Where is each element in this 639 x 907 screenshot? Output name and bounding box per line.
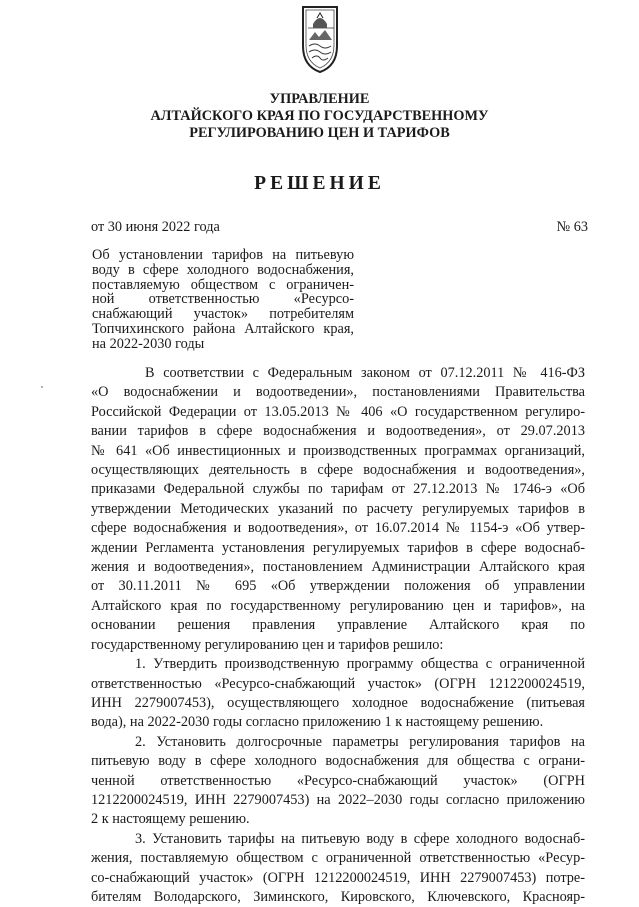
- body-line: основании решения правления управление Алтайского края по: [91, 617, 585, 634]
- subject-line: Топчихинского района Алтайского края,: [92, 320, 354, 337]
- body-line: «О водоснабжении и водоотведении», постановлениями Правительства: [91, 384, 585, 401]
- subject-line: ной ответственностью «Ресурсо-: [92, 291, 354, 308]
- body-line: от 30.11.2011 № 695 «Об утверждении положения об управлении: [91, 578, 585, 595]
- body-line: 3. Установить тарифы на питьевую воду в сфере холодного водоснаб-: [135, 830, 585, 847]
- document-subject: [92, 248, 354, 352]
- body-line: ченной ответственностью «Ресурсо-снабжающий участок» (ОГРН: [91, 772, 585, 789]
- body-line: жения и водоотведения», постановлением Администрации Алтайского края: [91, 559, 585, 576]
- subject-line: воду в сфере холодного водоснабжения,: [92, 261, 354, 278]
- body-line: 1. Утвердить производственную программу общества с ограниченной: [135, 656, 585, 673]
- body-line: ИНН 2279007453), осуществляющего холодное водоснабжение (питьевая: [91, 694, 585, 711]
- body-line: со-снабжающий участок» (ОГРН 1212200024519, ИНН 2279007453) потре-: [91, 869, 585, 886]
- agency-line: РЕГУЛИРОВАНИЮ ЦЕН И ТАРИФОВ: [189, 125, 450, 141]
- subject-line: снабжающий участок» потребителям: [92, 306, 354, 323]
- body-line: № 641 «Об инвестиционных и производственных программах организаций,: [91, 442, 585, 459]
- scan-speck: [41, 386, 43, 388]
- body-line: 1212200024519, ИНН 2279007453) на 2022–2030 годы согласно приложению: [91, 791, 585, 808]
- body-line: Российской Федерации от 13.05.2013 № 406 «О государственном регулиро-: [91, 403, 585, 420]
- agency-line: УПРАВЛЕНИЕ: [269, 91, 370, 107]
- body-line: утверждении Методических указаний по расчету регулируемых тарифов в: [91, 500, 585, 517]
- body-line: вании тарифов в сфере водоснабжения и водоотведения», от 29.07.2013: [91, 423, 585, 440]
- body-line: приказами Федеральной службы по тарифам от 27.12.2013 № 1746-э «Об: [91, 481, 585, 498]
- body-line: осуществляющих деятельность в сфере водоснабжения и водоотведения»,: [91, 462, 585, 479]
- body-line: сфере водоснабжения и водоотведения», от 16.07.2014 № 1154-э «Об утвер-: [91, 520, 585, 537]
- coat-of-arms-emblem: [297, 4, 343, 74]
- body-line: государственному регулированию цен и тарифов решило:: [91, 636, 444, 653]
- body-line: бителям Володарского, Зиминского, Кировского, Ключевского, Краснояр-: [91, 888, 585, 905]
- body-line: питьевую воду в сфере холодного водоснабжения для общества с ограни-: [91, 753, 585, 770]
- body-line: вода), на 2022-2030 годы согласно приложению 1 к настоящему решению.: [91, 714, 544, 731]
- body-line: ответственностью «Ресурсо-снабжающий участок» (ОГРН 1212200024519,: [91, 675, 585, 692]
- subject-line: на 2022-2030 годы: [92, 335, 205, 352]
- document-date: от 30 июня 2022 года: [91, 219, 220, 235]
- document-body: [91, 364, 585, 907]
- body-line: В соответствии с Федеральным законом от 07.12.2011 № 416-ФЗ: [145, 365, 585, 381]
- body-line: ждении Регламента установления регулируемых тарифов в сфере водоснаб-: [91, 539, 585, 556]
- body-line: жения, поставляемую обществом с ограниченной ответственностью «Ресур-: [91, 850, 585, 867]
- document-title: РЕШЕНИЕ: [254, 173, 385, 194]
- body-line: 2 к настоящему решению.: [91, 811, 250, 828]
- body-line: 2. Установить долгосрочные параметры регулирования тарифов на: [135, 733, 585, 750]
- subject-line: Об установлении тарифов на питьевую: [92, 247, 354, 263]
- document-number: № 63: [556, 219, 588, 235]
- agency-line: АЛТАЙСКОГО КРАЯ ПО ГОСУДАРСТВЕННОМУ: [150, 108, 489, 124]
- body-line: Алтайского края по государственному регулированию цен и тарифов», на: [91, 597, 585, 614]
- subject-line: поставляемую обществом с ограничен-: [92, 276, 354, 293]
- agency-name: [0, 91, 639, 142]
